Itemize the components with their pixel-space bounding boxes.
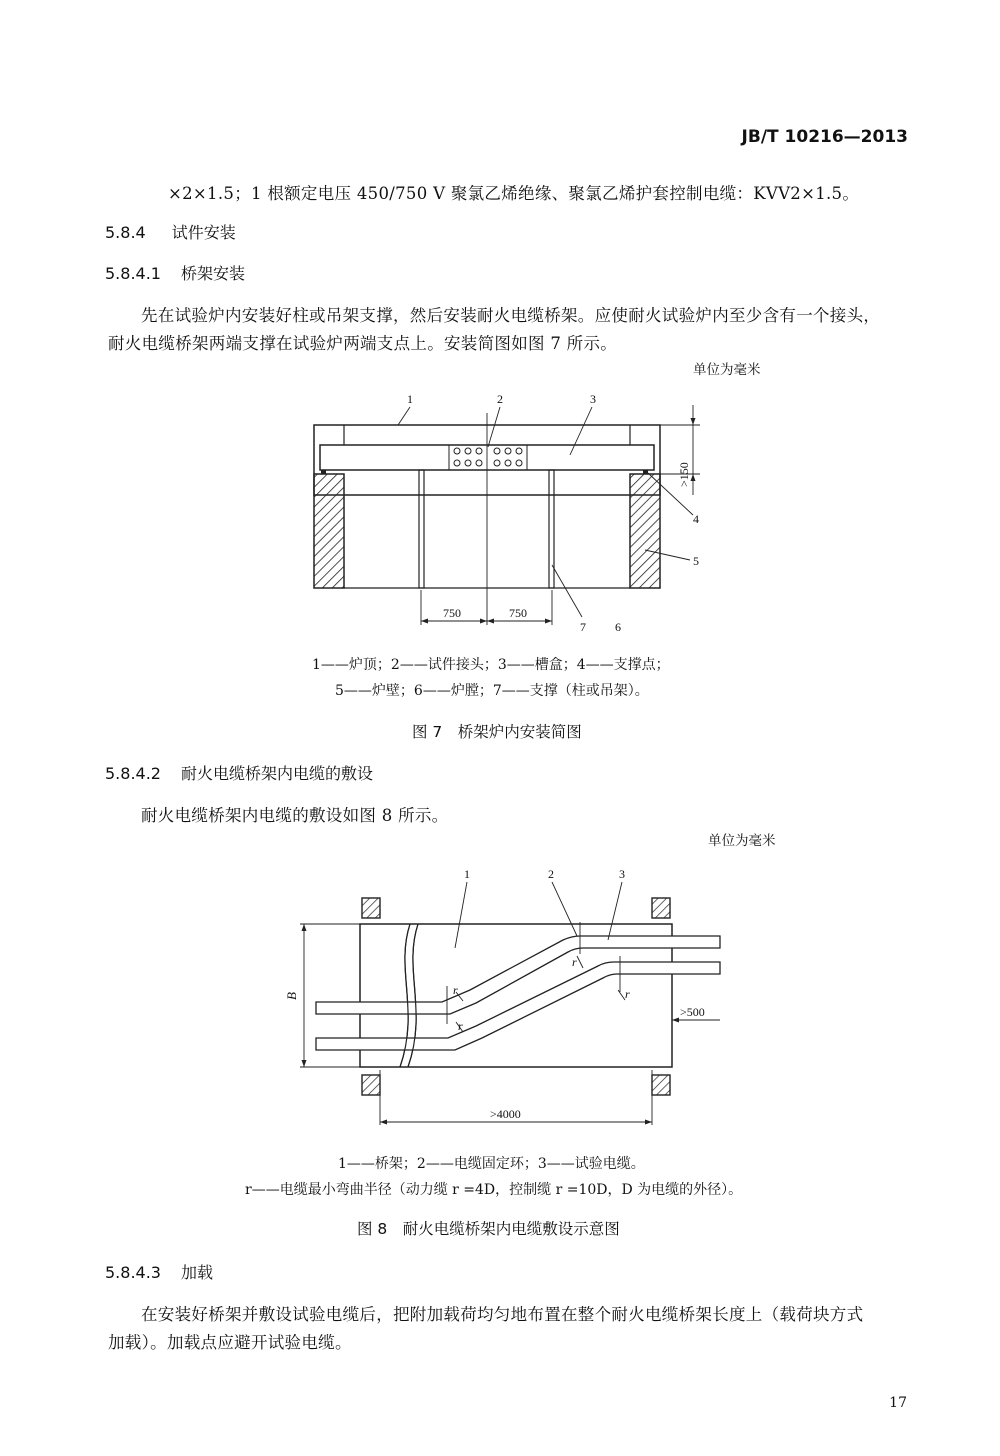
support-block bbox=[362, 1075, 380, 1095]
dim-4000: >4000 bbox=[490, 1107, 521, 1121]
label-6: 6 bbox=[615, 620, 621, 634]
continuation-line: ×2×1.5；1 根额定电压 450/750 V 聚氯乙烯绝缘、聚氯乙烯护套控制电缆：KVV2×1.5。 bbox=[168, 184, 860, 203]
furnace-wall-right bbox=[630, 474, 660, 588]
label-3: 3 bbox=[590, 392, 596, 406]
section-title: 加载 bbox=[180, 1263, 213, 1282]
label-2: 2 bbox=[497, 392, 503, 406]
figure7-legend-line: 1——炉顶；2——试件接头；3——槽盒；4——支撑点； bbox=[312, 657, 670, 673]
unit-note: 单位为毫米 bbox=[708, 833, 776, 849]
test-cable-upper bbox=[316, 936, 720, 1014]
dim-B: B bbox=[284, 992, 299, 1000]
section-5-8-4-1 bbox=[105, 261, 245, 284]
label-1: 1 bbox=[464, 867, 470, 881]
specimen-joint bbox=[449, 445, 527, 470]
section-number: 5.8.4.1 bbox=[105, 264, 161, 283]
section-number: 5.8.4.2 bbox=[105, 764, 161, 783]
section-title: 耐火电缆桥架内电缆的敷设 bbox=[180, 764, 373, 783]
dim-750-left: 750 bbox=[443, 606, 461, 620]
section-title: 试件安装 bbox=[171, 223, 236, 242]
dim-750-right: 750 bbox=[509, 606, 527, 620]
label-1: 1 bbox=[407, 392, 413, 406]
figure8-legend-line: 1——桥架；2——电缆固定环；3——试验电缆。 bbox=[338, 1156, 645, 1172]
section-number: 5.8.4 bbox=[105, 223, 146, 242]
paragraph-line: 在安装好桥架并敷设试验电缆后，把附加载荷均匀地布置在整个耐火电缆桥架长度上（载荷块方式 bbox=[141, 1305, 864, 1324]
dim-500: >500 bbox=[680, 1005, 705, 1019]
paragraph-line: 先在试验炉内安装好柱或吊架支撑，然后安装耐火电缆桥架。应使耐火试验炉内至少含有一个接头， bbox=[141, 306, 881, 325]
dim-150: >150 bbox=[677, 462, 691, 487]
label-3: 3 bbox=[619, 867, 625, 881]
label-r: r bbox=[453, 983, 458, 997]
label-4: 4 bbox=[693, 512, 699, 526]
paragraph-line: 耐火电缆桥架内电缆的敷设如图 8 所示。 bbox=[141, 806, 449, 825]
paragraph-line: 加载）。加载点应避开试验电缆。 bbox=[108, 1333, 352, 1352]
label-r: r bbox=[625, 987, 630, 1001]
figure8-caption: 图 8 耐火电缆桥架内电缆敷设示意图 bbox=[357, 1220, 620, 1238]
unit-note: 单位为毫米 bbox=[693, 362, 761, 378]
label-7: 7 bbox=[580, 620, 586, 634]
support-block bbox=[362, 898, 380, 918]
label-5: 5 bbox=[693, 554, 699, 568]
section-5-8-4-3 bbox=[105, 1260, 213, 1283]
section-5-8-4-2 bbox=[105, 761, 373, 784]
label-2: 2 bbox=[548, 867, 554, 881]
section-5-8-4 bbox=[105, 220, 236, 243]
furnace-wall-left bbox=[314, 474, 344, 588]
label-r: r bbox=[458, 1019, 463, 1033]
support-block bbox=[652, 1075, 670, 1095]
support-column-left bbox=[419, 470, 424, 588]
label-r: r bbox=[572, 955, 577, 969]
support-block bbox=[652, 898, 670, 918]
figure7-legend-line: 5——炉壁；6——炉膛；7——支撑（柱或吊架）。 bbox=[335, 683, 649, 699]
section-number: 5.8.4.3 bbox=[105, 1263, 161, 1282]
paragraph-line: 耐火电缆桥架两端支撑在试验炉两端支点上。安装简图如图 7 所示。 bbox=[108, 334, 618, 353]
figure7-caption: 图 7 桥架炉内安装简图 bbox=[412, 723, 582, 741]
figure7-diagram bbox=[0, 385, 1000, 645]
figure8-diagram bbox=[0, 860, 1000, 1140]
figure8-legend-line: r——电缆最小弯曲半径（动力缆 r =4D，控制缆 r =10D，D 为电缆的外径）。 bbox=[245, 1182, 743, 1198]
standard-code: JB/T 10216—2013 bbox=[741, 127, 908, 147]
section-title: 桥架安装 bbox=[180, 264, 245, 283]
page-number: 17 bbox=[889, 1395, 907, 1411]
support-column-right bbox=[549, 470, 554, 588]
